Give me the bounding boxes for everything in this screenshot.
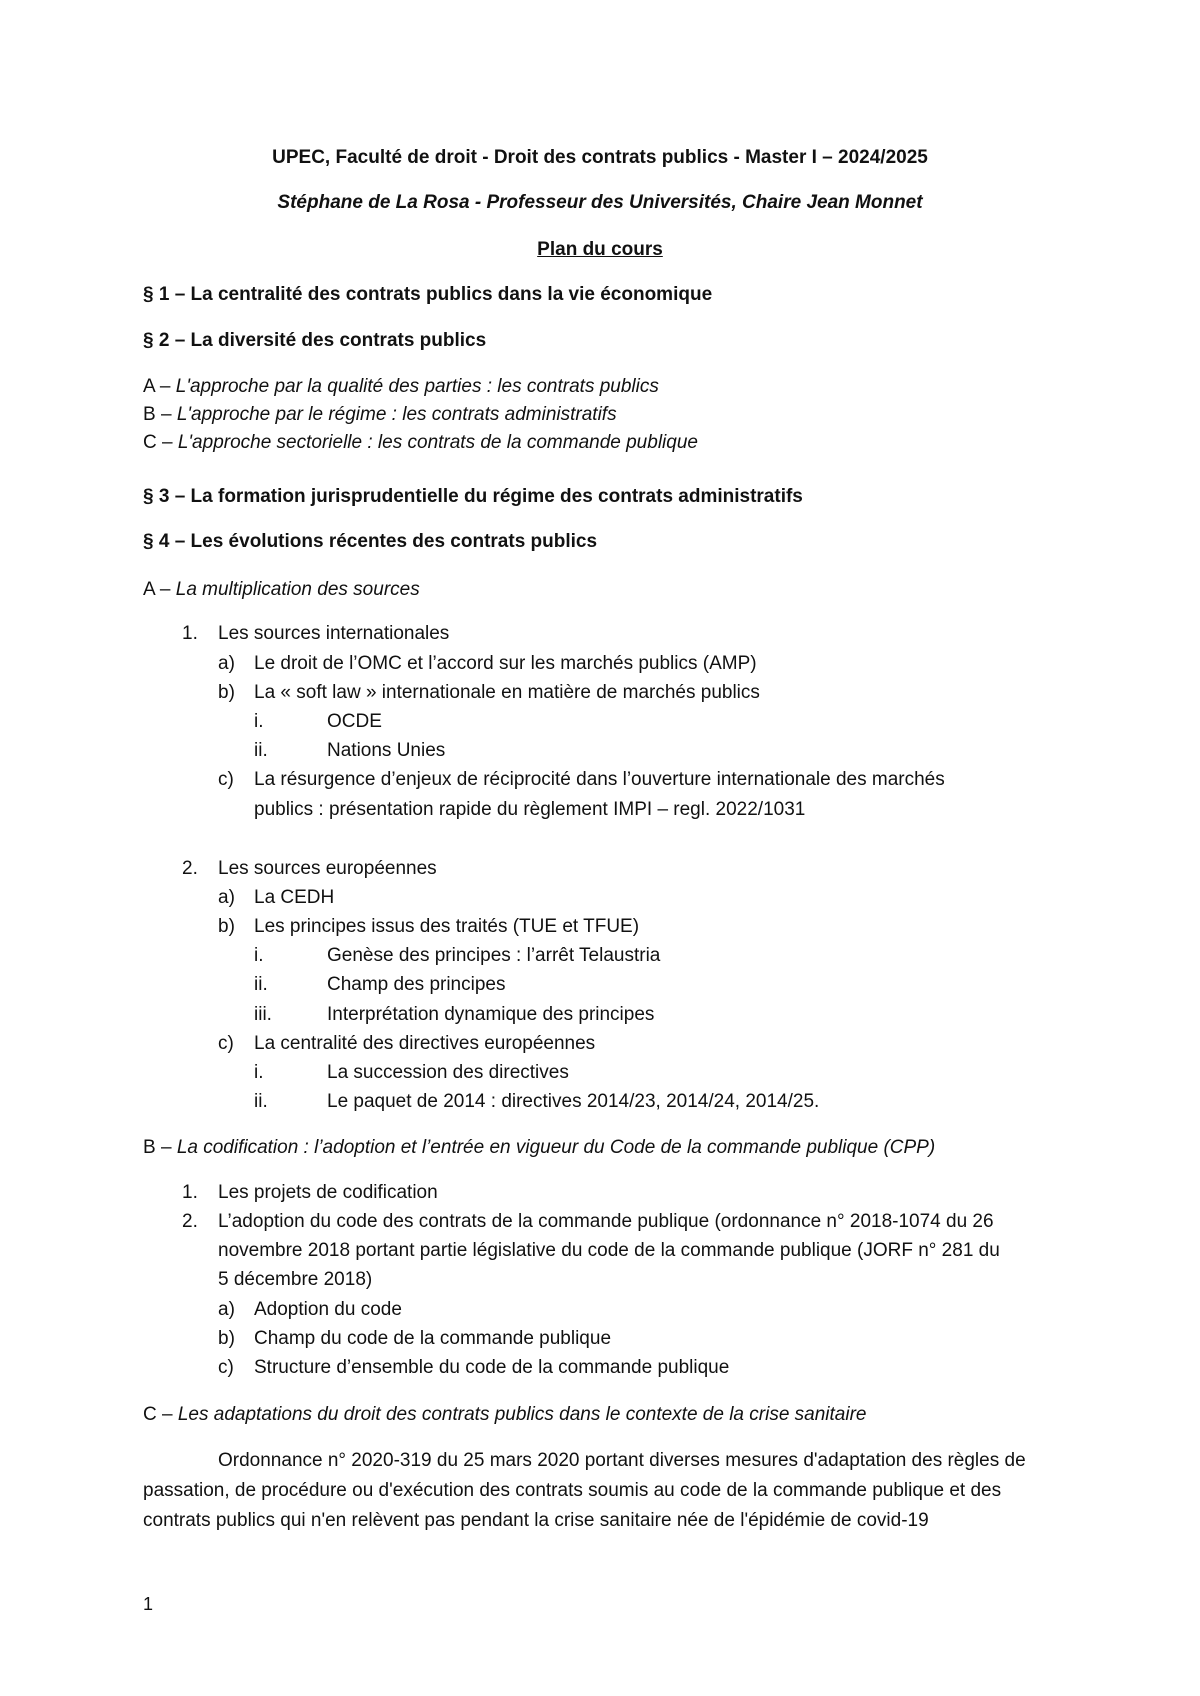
list-item: Les sources internationales: [218, 623, 450, 644]
list-number: 1.: [182, 1182, 198, 1203]
list-item: Genèse des principes : l’arrêt Telaustria: [327, 945, 661, 966]
list-item: Adoption du code: [254, 1299, 402, 1320]
subsection-c-title: [143, 1403, 867, 1427]
item-prefix: C –: [143, 1404, 178, 1425]
list-item: Les sources européennes: [218, 858, 437, 879]
section-2-item-b: [143, 403, 617, 427]
list-item: La centralité des directives européennes: [254, 1033, 596, 1054]
list-item-continuation: publics : présentation rapide du règlement IMPI – regl. 2022/1031: [254, 799, 806, 820]
list-item: La CEDH: [254, 887, 335, 908]
list-letter: b): [218, 682, 235, 703]
list-item: L’adoption du code des contrats de la commande publique (ordonnance n° 2018-1074 du 26: [218, 1211, 994, 1232]
list-roman: ii.: [254, 974, 268, 995]
list-item-continuation: 5 décembre 2018): [218, 1269, 373, 1290]
plan-heading: Plan du cours: [537, 239, 663, 260]
item-prefix: A –: [143, 376, 176, 397]
list-letter: a): [218, 653, 235, 674]
list-roman: ii.: [254, 740, 268, 761]
list-letter: c): [218, 1357, 234, 1378]
list-letter: c): [218, 769, 234, 790]
subsection-b-title: [143, 1136, 935, 1160]
item-prefix: B –: [143, 1137, 177, 1158]
document-title: UPEC, Faculté de droit - Droit des contrats publics - Master I – 2024/2025: [272, 147, 928, 168]
item-text: Les adaptations du droit des contrats publics dans le contexte de la crise sanitaire: [177, 1404, 867, 1425]
list-roman: i.: [254, 1062, 264, 1083]
list-number: 1.: [182, 623, 198, 644]
list-letter: b): [218, 1328, 235, 1349]
item-prefix: A –: [143, 579, 176, 600]
list-item: Champ des principes: [327, 974, 506, 995]
list-roman: i.: [254, 711, 264, 732]
document-author: Stéphane de La Rosa - Professeur des Universités, Chaire Jean Monnet: [277, 192, 923, 213]
list-letter: c): [218, 1033, 234, 1054]
list-item: Les principes issus des traités (TUE et TFUE): [254, 916, 640, 937]
list-item: OCDE: [327, 711, 382, 732]
section-2-item-c: [143, 431, 698, 455]
section-4-title: § 4 – Les évolutions récentes des contrats publics: [143, 531, 598, 552]
ordinance-paragraph: [143, 1446, 1058, 1536]
item-text: L'approche par le régime : les contrats administratifs: [176, 404, 617, 425]
paragraph-text: Ordonnance n° 2020-319 du 25 mars 2020 portant diverses mesures d'adaptation des règles de passation, de procédure ou d'exécution des contrats soumis au code de la commande publique et des contrats publics qui n'en relèvent pas pendant la crise sanitaire née de l'épidémie de covid-19: [143, 1450, 1026, 1531]
subsection-a-title: [143, 578, 420, 602]
list-number: 2.: [182, 858, 198, 879]
item-text: L'approche sectorielle : les contrats de la commande publique: [177, 432, 698, 453]
list-item: Interprétation dynamique des principes: [327, 1004, 655, 1025]
section-3-title: § 3 – La formation jurisprudentielle du régime des contrats administratifs: [143, 486, 803, 507]
list-letter: b): [218, 916, 235, 937]
section-2-title: § 2 – La diversité des contrats publics: [143, 330, 487, 351]
list-roman: ii.: [254, 1091, 268, 1112]
list-item: La résurgence d’enjeux de réciprocité dans l’ouverture internationale des marchés: [254, 769, 945, 790]
list-number: 2.: [182, 1211, 198, 1232]
page-number: 1: [143, 1594, 154, 1614]
list-item: Structure d’ensemble du code de la commande publique: [254, 1357, 730, 1378]
list-letter: a): [218, 887, 235, 908]
section-2-item-a: [143, 375, 659, 399]
item-prefix: C –: [143, 432, 178, 453]
item-text: L'approche par la qualité des parties : les contrats publics: [175, 376, 659, 397]
list-item: Les projets de codification: [218, 1182, 438, 1203]
list-item-continuation: novembre 2018 portant partie législative du code de la commande publique (JORF n° 281 du: [218, 1240, 1000, 1261]
list-item: Le droit de l’OMC et l’accord sur les marchés publics (AMP): [254, 653, 757, 674]
list-item: Nations Unies: [327, 740, 446, 761]
list-letter: a): [218, 1299, 235, 1320]
item-text: La multiplication des sources: [175, 579, 420, 600]
list-item: Le paquet de 2014 : directives 2014/23, 2014/24, 2014/25.: [327, 1091, 820, 1112]
list-item: La succession des directives: [327, 1062, 569, 1083]
section-1-title: § 1 – La centralité des contrats publics dans la vie économique: [143, 284, 713, 305]
list-item: La « soft law » internationale en matière de marchés publics: [254, 682, 760, 703]
item-prefix: B –: [143, 404, 177, 425]
list-roman: i.: [254, 945, 264, 966]
item-text: La codification : l’adoption et l’entrée en vigueur du Code de la commande publique (CPP): [176, 1137, 936, 1158]
list-roman: iii.: [254, 1004, 272, 1025]
list-item: Champ du code de la commande publique: [254, 1328, 612, 1349]
